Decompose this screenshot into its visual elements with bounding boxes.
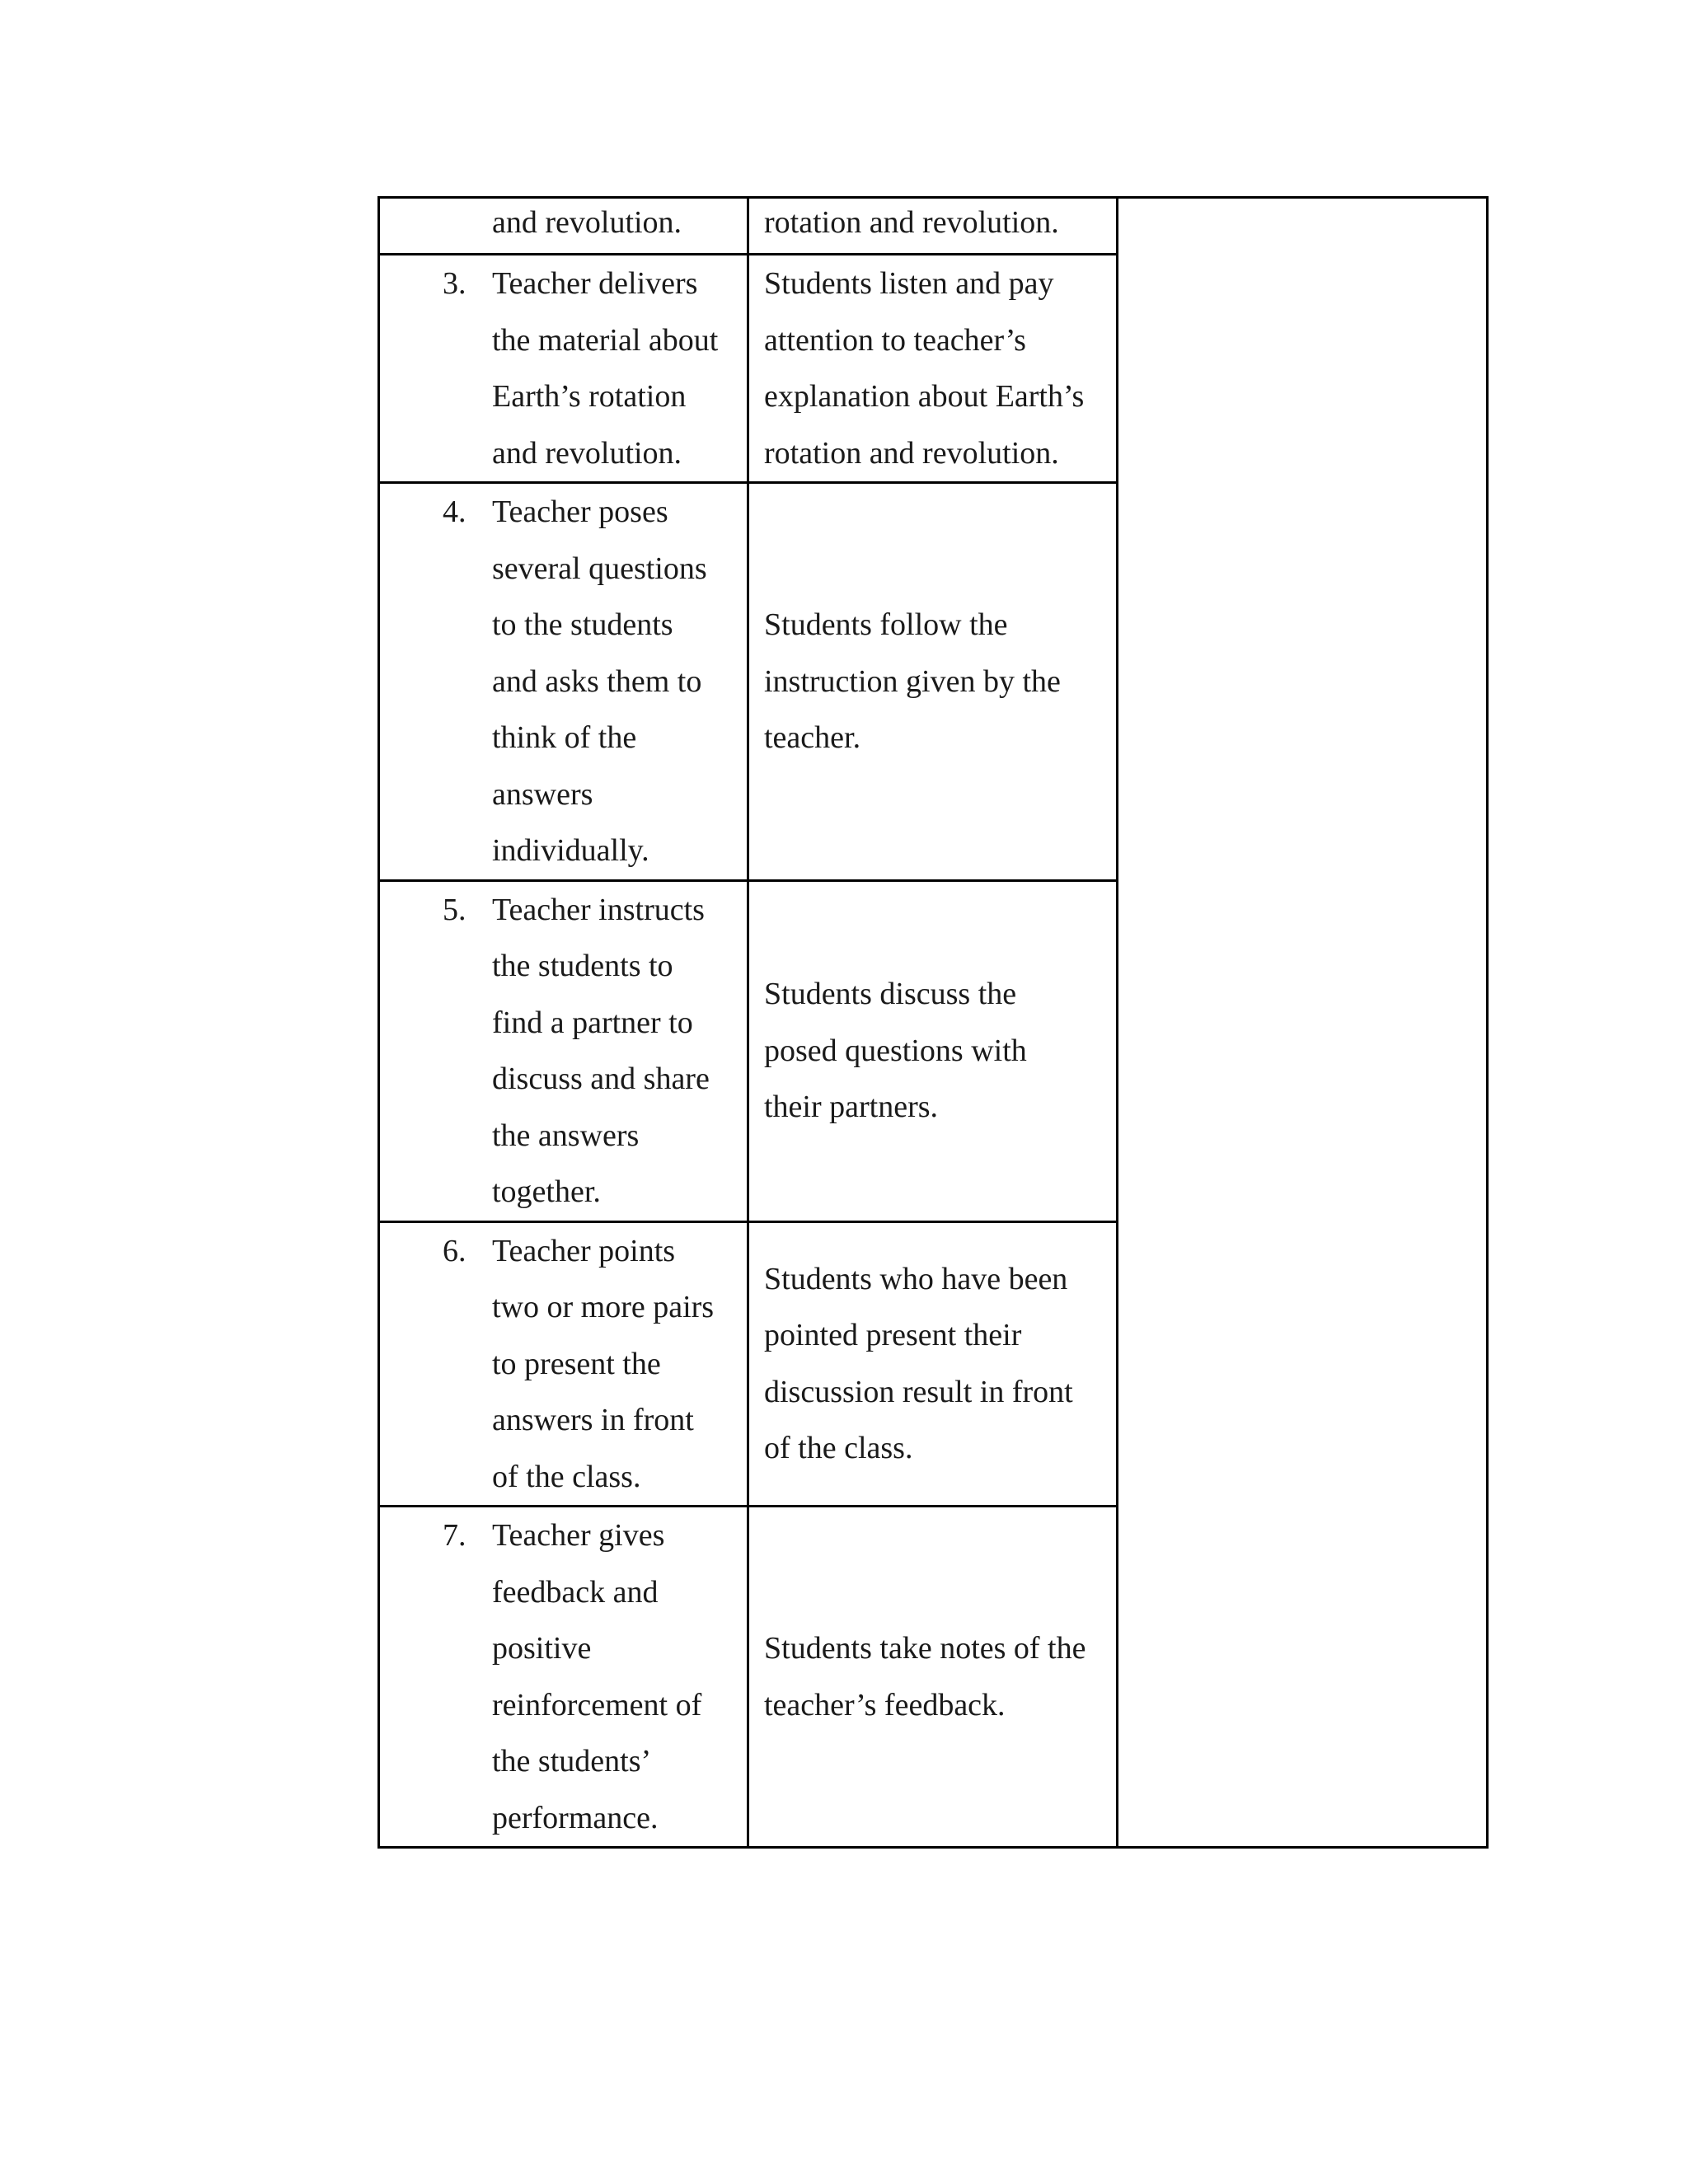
student-activity-cell (748, 1507, 1118, 1848)
teacher-line: feedback and (492, 1574, 659, 1610)
teacher-line: together. (492, 1174, 601, 1209)
teacher-line: answers (492, 776, 593, 812)
teacher-line: Teacher delivers (492, 266, 698, 301)
teacher-line: think of the (492, 720, 637, 755)
table-row (379, 198, 1488, 255)
step-number: 6. (443, 1233, 467, 1268)
student-activity-cell (748, 483, 1118, 881)
teacher-line: discuss and share (492, 1062, 710, 1096)
teacher-activity-cell (379, 198, 748, 255)
teacher-line: to the students (492, 607, 673, 642)
student-line: attention to teacher’s (764, 322, 1026, 358)
teacher-line: the answers (492, 1118, 640, 1153)
step-number: 3. (443, 266, 467, 301)
teacher-line: reinforcement of (492, 1687, 702, 1722)
lesson-steps-table (377, 196, 1489, 1849)
teacher-line: and asks them to (492, 663, 702, 699)
teacher-activity-cell (379, 483, 748, 881)
teacher-line: Teacher points (492, 1233, 676, 1268)
step-number: 5. (443, 892, 467, 927)
teacher-line: individually. (492, 833, 649, 868)
teacher-line: to present the (492, 1346, 661, 1381)
step-number: 7. (443, 1518, 467, 1553)
student-line: Students who have been (764, 1261, 1068, 1296)
student-line: Students discuss the (764, 977, 1017, 1012)
teacher-line: and revolution. (492, 435, 682, 471)
teacher-line: two or more pairs (492, 1290, 715, 1324)
student-line: explanation about Earth’s (764, 379, 1085, 414)
teacher-line: and revolution. (492, 205, 682, 240)
student-line: discussion result in front (764, 1374, 1073, 1409)
student-line: teacher’s feedback. (764, 1687, 1006, 1722)
teacher-line: positive (492, 1631, 592, 1666)
teacher-line: Teacher gives (492, 1518, 665, 1553)
teacher-line: the students’ (492, 1744, 652, 1779)
teacher-line: the students to (492, 949, 673, 983)
student-activity-cell (748, 255, 1118, 483)
teacher-activity-cell (379, 255, 748, 483)
student-line: instruction given by the (764, 663, 1061, 699)
student-activity-cell (748, 880, 1118, 1221)
teacher-line: the material about (492, 322, 719, 358)
notes-column-cell (1118, 198, 1488, 1848)
teacher-line: Teacher instructs (492, 892, 705, 927)
student-line: posed questions with (764, 1033, 1027, 1068)
student-line: rotation and revolution. (764, 205, 1059, 240)
student-activity-cell (748, 198, 1118, 255)
teacher-activity-cell (379, 1221, 748, 1507)
student-line: their partners. (764, 1090, 939, 1125)
step-number: 4. (443, 494, 467, 529)
teacher-line: performance. (492, 1800, 659, 1835)
teacher-line: several questions (492, 551, 707, 586)
student-line: pointed present their (764, 1318, 1022, 1353)
student-line: Students follow the (764, 607, 1008, 642)
student-line: Students listen and pay (764, 266, 1054, 301)
teacher-line: Earth’s rotation (492, 379, 687, 414)
student-line: rotation and revolution. (764, 435, 1059, 471)
teacher-line: answers in front (492, 1403, 694, 1437)
teacher-activity-cell (379, 1507, 748, 1848)
student-line: Students take notes of the (764, 1631, 1086, 1666)
student-line: of the class. (764, 1431, 913, 1466)
teacher-activity-cell (379, 880, 748, 1221)
student-line: teacher. (764, 720, 861, 755)
student-activity-cell (748, 1221, 1118, 1507)
teacher-line: of the class. (492, 1459, 641, 1494)
teacher-line: Teacher poses (492, 494, 668, 529)
teacher-line: find a partner to (492, 1005, 693, 1040)
